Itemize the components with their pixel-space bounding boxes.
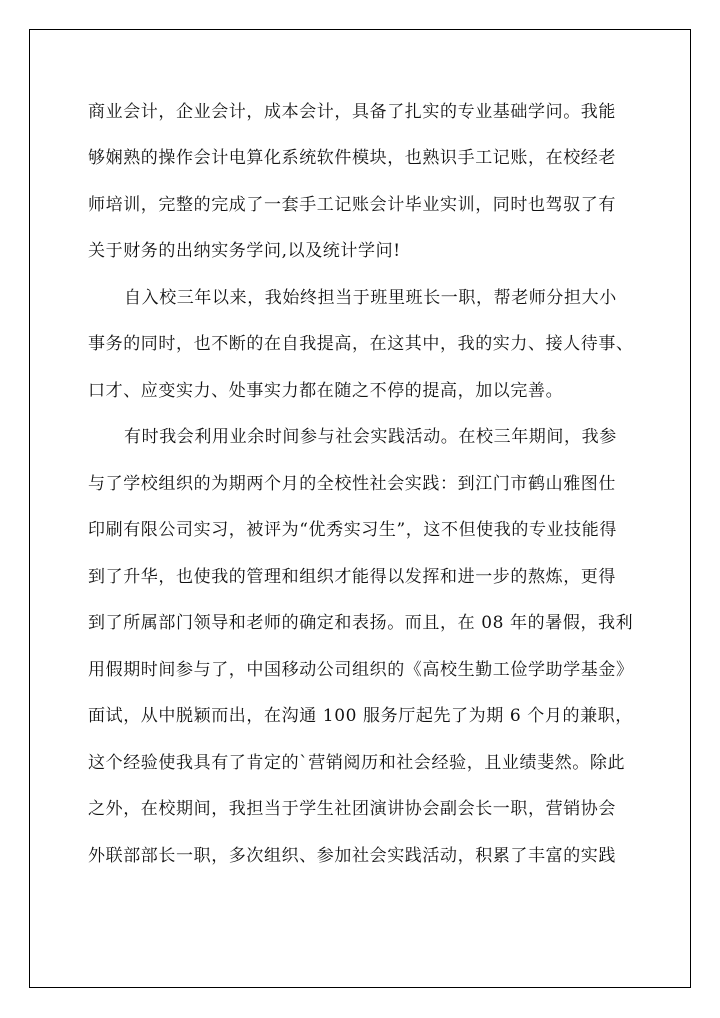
body-text-line: 面试，从中脱颖而出，在沟通 100 服务厅起先了为期 6 个月的兼职， [88,706,633,726]
body-text-line: 与了学校组织的为期两个月的全校性社会实践：到江门市鹤山雅图仕 [88,474,616,494]
paragraph-first-line: 有时我会利用业余时间参与社会实践活动。在校三年期间，我参 [124,427,617,447]
body-text-line: 到了升华，也使我的管理和组织才能得以发挥和进一步的熬炼，更得 [88,567,616,587]
body-text-line: 到了所属部门领导和老师的确定和表扬。而且，在 08 年的暑假，我利 [88,613,634,633]
body-text-line: 够娴熟的操作会计电算化系统软件模块，也熟识手工记账，在校经老 [88,148,616,168]
paragraph-first-line: 自入校三年以来，我始终担当于班里班长一职，帮老师分担大小 [124,288,617,308]
body-text-line: 师培训，完整的完成了一套手工记账会计毕业实训，同时也驾驭了有 [88,195,616,215]
body-text-line: 印刷有限公司实习，被评为“优秀实习生”，这不但使我的专业技能得 [88,520,617,540]
body-text-line: 之外，在校期间，我担当于学生社团演讲协会副会长一职，营销协会 [88,799,616,819]
body-text-line: 口才、应变实力、处事实力都在随之不停的提高，加以完善。 [88,381,564,401]
body-text-line: 这个经验使我具有了肯定的`营销阅历和社会经验，且业绩斐然。除此 [88,753,626,773]
body-text-line: 外联部部长一职，多次组织、参加社会实践活动，积累了丰富的实践 [88,846,616,866]
body-text-line: 关于财务的出纳实务学问,以及统计学问! [88,241,401,261]
body-text-line: 商业会计，企业会计，成本会计，具备了扎实的专业基础学问。我能 [88,102,616,122]
body-text-line: 用假期时间参与了，中国移动公司组织的《高校生勤工俭学助学基金》 [88,660,634,680]
body-text-line: 事务的同时，也不断的在自我提高，在这其中，我的实力、接人待事、 [88,334,634,354]
